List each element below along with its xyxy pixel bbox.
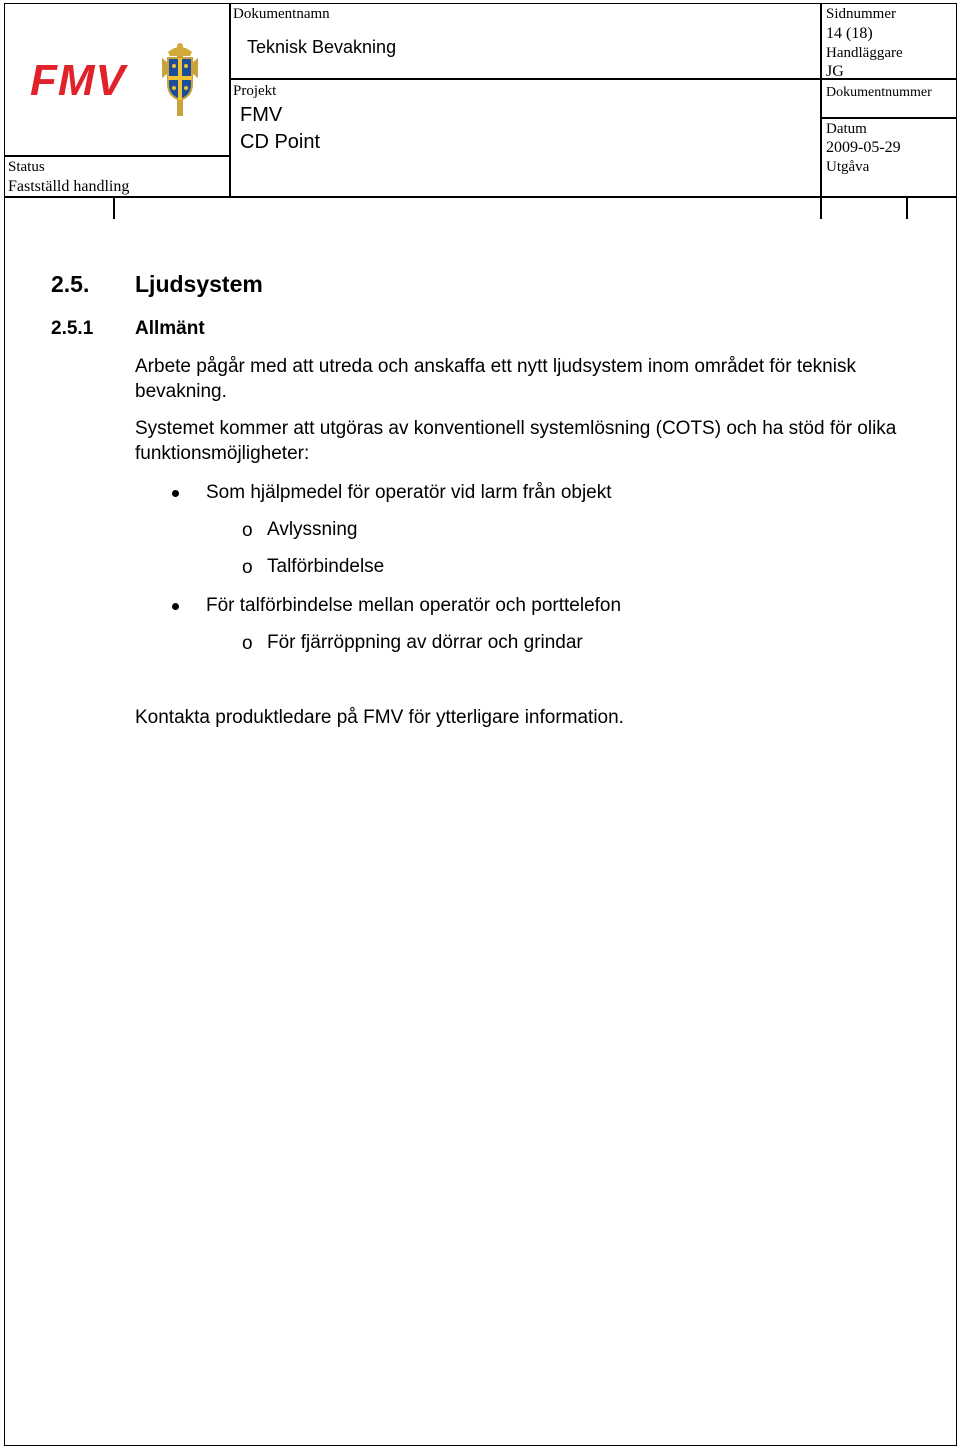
handler-label: Handläggare [826,45,903,61]
header-tick-1 [113,196,115,219]
docname-label: Dokumentnamn [233,6,330,22]
closing-paragraph: Kontakta produktledare på FMV för ytterligare information. [135,707,624,728]
fmv-logo-text: FMV [30,56,126,105]
status-label: Status [8,159,45,175]
subsection-number: 2.5.1 [51,318,94,339]
header-divider-left [229,3,231,197]
date-value: 2009-05-29 [826,139,901,156]
bullet-item-2: För talförbindelse mellan operatör och porttelefon [206,595,622,616]
header-divider-right [820,3,822,197]
header-tick-2 [820,196,822,219]
sub-item-2a: För fjärröppning av dörrar och grindar [267,632,583,653]
header-row-line-1 [229,78,957,80]
sub-bullet-marker-1a: o [242,520,253,541]
fmv-logo [28,38,213,118]
docname-value: Teknisk Bevakning [247,37,397,57]
section-number: 2.5. [51,271,90,297]
sub-bullet-marker-1b: o [242,557,253,578]
edition-label: Utgåva [826,159,870,175]
sub-item-1a: Avlyssning [267,519,358,540]
section-title: Ljudsystem [135,271,263,297]
page-number-label: Sidnummer [826,6,896,22]
paragraph-2: Systemet kommer att utgöras av konventionell systemlösning (COTS) och ha stöd för olika funktionsmöjligheter: [135,418,897,464]
project-label: Projekt [233,83,277,99]
header-row-line-right [820,117,957,119]
sub-item-1b: Talförbindelse [267,556,385,577]
project-value-line2: CD Point [240,131,321,153]
project-value-line1: FMV [240,104,283,126]
header-tick-3 [906,196,908,219]
header-row-line-status [4,155,230,157]
bullet-dot-2 [172,603,179,610]
header-bottom-line [4,196,957,198]
subsection-title: Allmänt [135,318,205,339]
page-number-value: 14 (18) [826,25,873,42]
docnumber-label: Dokumentnummer [826,85,932,100]
swedish-armed-forces-crest-icon [162,43,198,116]
date-label: Datum [826,121,867,137]
handler-value: JG [826,63,844,80]
paragraph-1: Arbete pågår med att utreda och anskaffa ett nytt ljudsystem inom området för teknisk bevakning. [135,356,856,402]
sub-bullet-marker-2a: o [242,633,253,654]
bullet-item-1: Som hjälpmedel för operatör vid larm från objekt [206,482,612,503]
fmv-logo-mark [28,38,213,118]
status-value: Fastställd handling [8,178,130,195]
bullet-dot-1 [172,490,179,497]
